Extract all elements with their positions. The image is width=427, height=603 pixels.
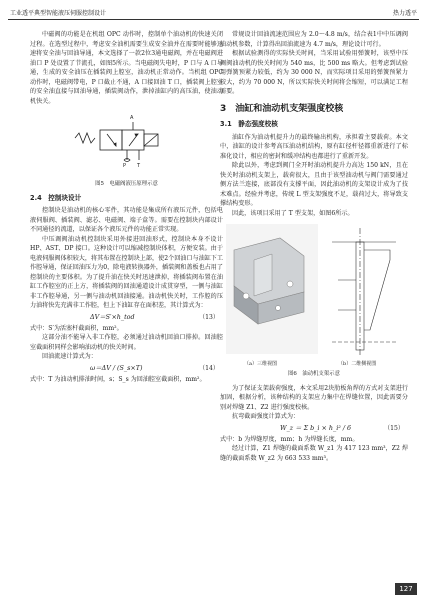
paragraph: 控制块是油动机的核心零件，其功能是集成所有液压元件，包括电液伺服阀、插装阀、滤芯、电磁阀、端子盒等。需要在控制块内部设计不同通径的流道，以保证各个液压元件的功能正常实现。: [30, 207, 223, 233]
paragraph: 回油流速计算式为：: [42, 353, 97, 360]
paragraph: 油缸作为油动机提升力的最终输出机构，承担着主要载荷。本文中，油缸的设计参考高压油动机结构，原有缸径杆径都重新进行了标准化设计，相应的密封和缓冲结构也都进行了重新开发。: [220, 133, 408, 160]
section-heading-3: 3 油缸和油动机支架强度校核: [220, 103, 344, 114]
paragraph: 这部分油不能导入非工作腔，必须通过油动机回油口排掉。回油腔室截面积同样会影响油动机的快关时间。: [30, 334, 223, 351]
paragraph: 式中：T 为油动机排油时间，s；S_s 为回油腔室截面积，mm²。: [30, 375, 206, 383]
equation-13: [30, 311, 223, 324]
right-column: [220, 30, 408, 463]
solenoid-valve-diagram: [30, 110, 223, 178]
equation-body: W_z ＝ Σ b_i × h_i² / 6: [280, 423, 352, 432]
paragraph: 中磁阀的功能是在机组 OPC 动作时，控制单个油动机的快速关闭过程。在选型过程中，考虑安全油机需要生成安全油并在需要时能够迅速将安全油与回油导通，本文选择了一款2位3通电磁阀，并在电磁阀进油口 P 处设置了节流孔，如图5所示。当电磁阀失电时，P 口与 A 口导通，生成的安全油压在插装阀上腔室，油动机正常动作。当机组 OPC 动作时，电磁阀带电，P 口截止不通，A 口接回油 T 口，插装阀上腔室的安全油直接与回油导通，插装阀动作，泄掉油缸内的高压油，使油动机快关。: [30, 31, 223, 105]
figure-6b-caption: （b）二维侧视图: [338, 361, 377, 367]
svg-text:P: P: [123, 163, 127, 169]
figure-5-caption: 图5 电磁阀液压原理示意: [95, 181, 158, 187]
paragraph: 常规设计回油流速范围应为 2.0～4.8 m/s，结合表1中中压调阀油动机参数，计算得出回油流速为 4.7 m/s，理论设计可行。: [220, 31, 408, 48]
paragraph: 根据试验测得的实际快关时间，当采用试验用弹簧时，该型中压调阀油动机的快关时间为 540 ms，比 500 ms 略大。但考虑到试验用弹簧预紧力较低，约为 30 000 N，而实际项目采用的弹簧预紧力较大，约为 70 000 N，所以实际快关时间将会缩短，可以满足工程需要。: [220, 50, 408, 95]
paragraph: 为了保证支架载荷强度，本文采用2块肋板角焊的方式对支架进行加固，根据分析，该种结构的支架应力集中在焊缝位置，因此需要分别对焊缝 Z1、Z2 进行强度校核。: [220, 384, 408, 411]
figure-5-solenoid-schematic: [30, 110, 223, 178]
equation-number: （13）: [199, 313, 219, 321]
bracket-2d-side-view: [332, 228, 396, 356]
svg-text:A: A: [130, 115, 134, 121]
figure-6a-caption: （a）三维视图: [244, 361, 277, 367]
equation-number: （14）: [199, 364, 219, 372]
left-column: [30, 30, 223, 384]
equation-body: ΔV＝S′×h_tod: [90, 312, 135, 321]
equation-number: （15）: [384, 424, 404, 432]
paragraph: 因此，该项目采用了 T 型支架，如图6所示。: [232, 209, 354, 217]
figure-6-caption: 图6 油动机支架示意: [288, 371, 340, 377]
equation-15: [220, 422, 408, 435]
page-header: [0, 0, 427, 22]
section-heading-2-4: 2.4 控制块设计: [30, 193, 82, 202]
paragraph: 经过计算，Z1 焊缝的截面系数 W_z1 为 417 123 mm³，Z2 焊缝的截面系数 W_z2 为 663 533 mm³。: [220, 445, 408, 462]
paragraph: 式中：S′为活塞杆截面积，mm²。: [30, 324, 123, 332]
section-heading-3-1: 3.1 静态强度校核: [220, 120, 278, 128]
paragraph: 式中：b 为焊缝厚度，mm；h 为焊缝长度，mm。: [220, 435, 359, 443]
bracket-3d-view: [226, 224, 318, 354]
paragraph: 抗弯截面强度计算式为：: [232, 413, 300, 420]
figure-6-bracket: [220, 220, 408, 370]
header-right: 热力透平: [392, 10, 417, 17]
equation-14: [30, 362, 223, 375]
equation-body: ω＝ΔV / (S_s×T): [90, 363, 143, 372]
bracket-drawings: [220, 220, 408, 358]
paragraph: 除此以外，考虑到阀门全开时油动机提升力高达 150 kN，且在快关时油动机支架上，载荷很大，且由于该型油动机与阀门需要通过侧方法兰连接，底部没有支撑平面，因此油动机的支架设计成为了技术难点。经验并考虑，传统 L 型支架强度不足，载荷过大，将导致支撑结构变形。: [220, 162, 408, 207]
svg-text:T: T: [137, 163, 141, 169]
paragraph: 中压调阀油动机控制块采用外接进回油形式，控制块本身不设计 HP、AST、DP 接口。这种设计可以缩减控制块体积，方便安装。由于电液伺服阀体积较大，将其布置在控制块上部，使2个回油口与油缸下工作腔导通，保证回油压力为0，除电液转换器外，插装阀和盖板也占用了控制块的主要体积。为了提升油在快关时迅速泄掉，将插装阀布置在油缸工作腔室的正上方，将插装阀的回油通道设计成贯穿型，一侧与油缸非工作腔导通，另一侧与油动机回油接通。油动机快关时，工作腔的压力油将快先充满非工作腔，但上下油缸存在面积差，其计算式为：: [30, 235, 223, 309]
header-left: 工业透平典型智能液压伺服控制设计: [10, 10, 107, 17]
header-rule: [8, 19, 419, 20]
page-number: 127: [395, 583, 417, 595]
